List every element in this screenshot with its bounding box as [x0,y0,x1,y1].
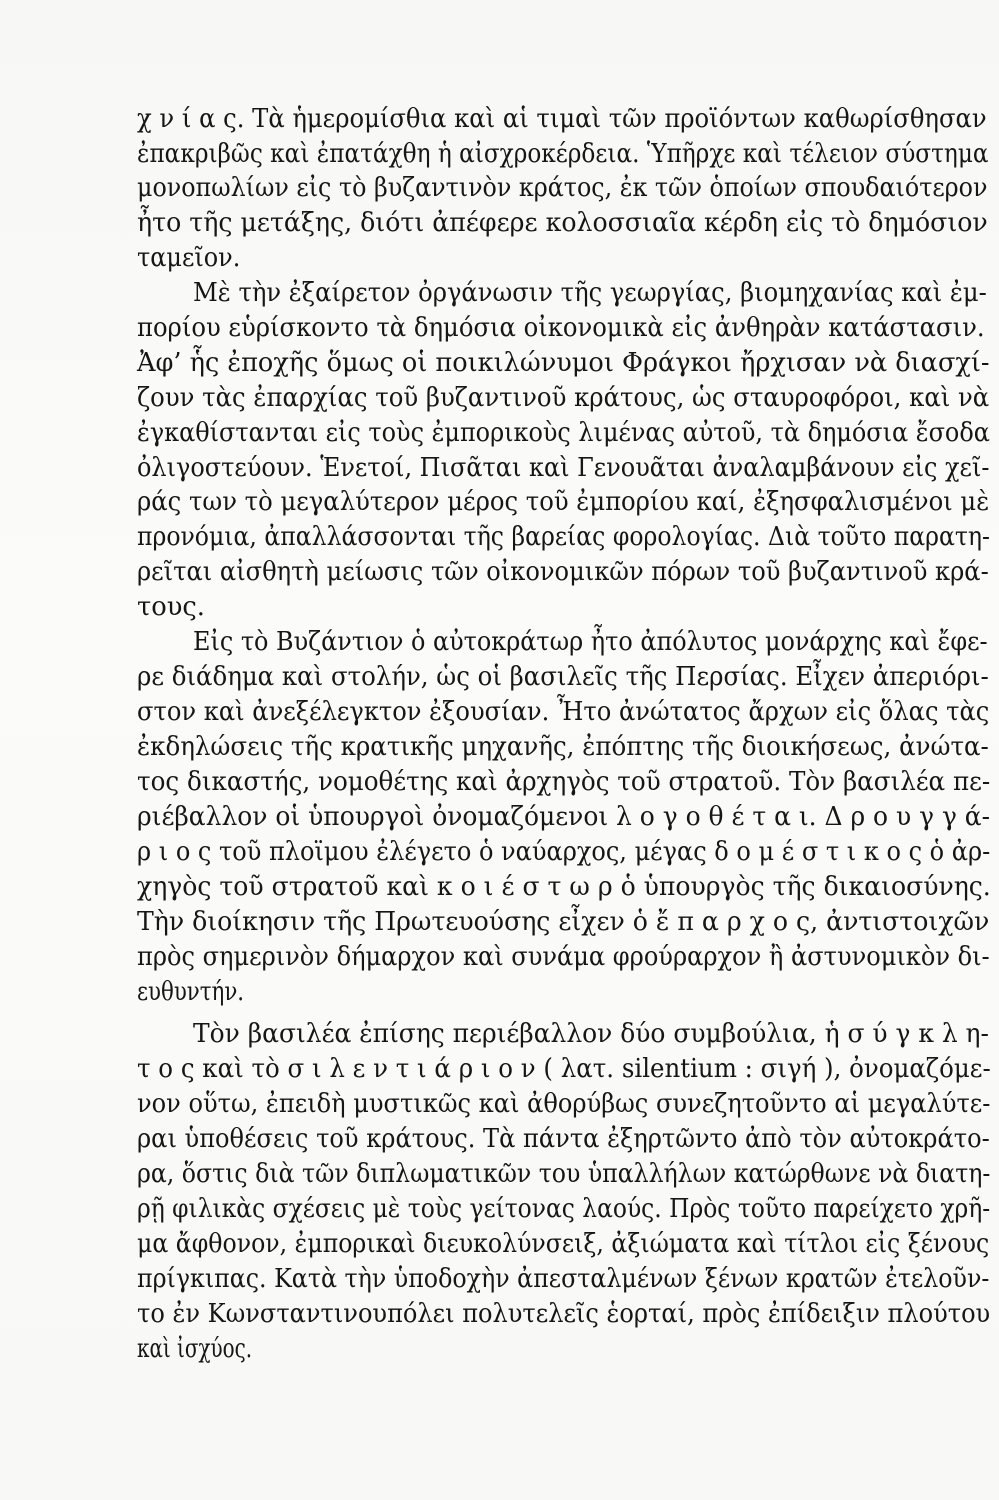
text-line: ζουν τὰς ἐπαρχίας τοῦ βυζαντινοῦ κράτους, ὡς σταυροφόροι, καὶ νὰ [137,382,990,413]
text-line: τ ο ς καὶ τὸ σ ι λ ε ν τ ι ά ρ ι ο ν ( λατ. silentium : σιγή ), ὀνομαζόμε- [137,1053,991,1084]
text-line: καὶ ἰσχύος. [137,1333,253,1364]
text-line: ρα, ὅστις διὰ τῶν διπλωματικῶν του ὑπαλλήλων κατώρθωνε νὰ διατη- [137,1158,991,1189]
text-line: χηγὸς τοῦ στρατοῦ καὶ κ ο ι έ σ τ ω ρ ὁ ὑπουργὸς τῆς δικαιοσύνης. [137,871,991,902]
text-line: μα ἄφθονον, ἐμπορικαὶ διευκολύνσειξ, ἀξιώματα καὶ τίτλοι εἰς ξένους [137,1228,990,1259]
text-line: ὀλιγοστεύουν. Ἑνετοί, Πισᾶται καὶ Γενουᾶται ἀναλαμβάνουν εἰς χεῖ- [137,452,990,483]
text-line: ταμεῖον. [137,242,241,273]
text-line: ἐγκαθίστανται εἰς τοὺς ἐμπορικοὺς λιμένας αὐτοῦ, τὰ δημόσια ἔσοδα [137,417,990,448]
text-line: ραι ὑποθέσεις τοῦ κράτους. Τὰ πάντα ἐξηρτῶντο ἀπὸ τὸν αὐτοκράτο- [137,1123,990,1154]
text-line: ἐπακριβῶς καὶ ἐπατάχθη ἡ αἰσχροκέρδεια. Ὑπῆρχε καὶ τέλειον σύστημα [137,138,989,169]
text-line: Ἀφ’ ἧς ἐποχῆς ὅμως οἱ ποικιλώνυμοι Φράγκοι ἤρχισαν νὰ διασχί- [137,347,990,378]
text-line: τος δικαστής, νομοθέτης καὶ ἀρχηγὸς τοῦ στρατοῦ. Τὸν βασιλέα πε- [137,766,991,797]
text-line: ρεῖται αἰσθητὴ μείωσις τῶν οἰκονομικῶν πόρων τοῦ βυζαντινοῦ κρά- [137,556,989,587]
text-line: Τὸν βασιλέα ἐπίσης περιέβαλλον δύο συμβούλια, ἡ σ ύ γ κ λ η- [193,1018,989,1049]
text-line: ρε διάδημα καὶ στολήν, ὡς οἱ βασιλεῖς τῆς Περσίας. Εἶχεν ἀπεριόρι- [137,661,989,692]
text-line: πρὸς σημερινὸν δήμαρχον καὶ συνάμα φρούραρχον ἢ ἀστυνομικὸν δι- [137,941,990,972]
text-line: Μὲ τὴν ἐξαίρετον ὀργάνωσιν τῆς γεωργίας, βιομηχανίας καὶ ἐμ- [193,277,987,308]
text-line: Εἰς τὸ Βυζάντιον ὁ αὐτοκράτωρ ἦτο ἀπόλυτος μονάρχης καὶ ἔφε- [193,626,988,657]
text-line: το ἐν Κωνσταντινουπόλει πολυτελεῖς ἑορταί, πρὸς ἐπίδειξιν πλούτου [137,1298,991,1329]
text-line: χ ν ί α ς. Τὰ ἡμερομίσθια καὶ αἱ τιμαὶ τῶν προϊόντων καθωρίσθησαν [137,103,987,134]
text-line: πορίου εὑρίσκοντο τὰ δημόσια οἰκονομικὰ εἰς ἀνθηρὰν κατάστασιν. [137,312,985,343]
text-line: ράς των τὸ μεγαλύτερον μέρος τοῦ ἐμπορίου καί, ἐξησφαλισμένοι μὲ [137,486,990,517]
text-line: τους. [137,591,205,622]
text-line: ἐκδηλώσεις τῆς κρατικῆς μηχανῆς, ἐπόπτης τῆς διοικήσεως, ἀνώτα- [137,731,989,762]
text-line: προνόμια, ἀπαλλάσσονται τῆς βαρείας φορολογίας. Διὰ τοῦτο παρατη- [137,521,991,552]
text-line: νον οὕτω, ἐπειδὴ μυστικῶς καὶ ἀθορύβως συνεζητοῦντο αἱ μεγαλύτε- [137,1088,991,1119]
text-line: ριέβαλλον οἱ ὑπουργοὶ ὀνομαζόμενοι λ ο γ ο θ έ τ α ι. Δ ρ ο υ γ γ ά- [137,801,991,832]
text-line: ἦτο τῆς μετάξης, διότι ἀπέφερε κολοσσιαῖα κέρδη εἰς τὸ δημόσιον [137,207,988,238]
text-line: πρίγκιπας. Κατὰ τὴν ὑποδοχὴν ἀπεσταλμένων ξένων κρατῶν ἐτελοῦν- [137,1263,990,1294]
text-line: Τὴν διοίκησιν τῆς Πρωτευούσης εἶχεν ὁ ἔ π α ρ χ ο ς, ἀντιστοιχῶν [137,906,990,937]
text-line: ρ ι ο ς τοῦ πλοϊμου ἐλέγετο ὁ ναύαρχος, μέγας δ ο μ έ σ τ ι κ ο ς ὁ ἀρ- [137,836,991,867]
text-line: στον καὶ ἀνεξέλεγκτον ἐξουσίαν. Ἦτο ἀνώτατος ἄρχων εἰς ὅλας τὰς [137,696,990,727]
text-line: ρῇ φιλικὰς σχέσεις μὲ τοὺς γείτονας λαούς. Πρὸς τοῦτο παρείχετο χρῆ- [137,1193,991,1224]
text-line: μονοπωλίων εἰς τὸ βυζαντινὸν κράτος, ἐκ τῶν ὁποίων σπουδαιότερον [137,172,988,203]
text-line: ευθυντήν. [137,976,245,1007]
